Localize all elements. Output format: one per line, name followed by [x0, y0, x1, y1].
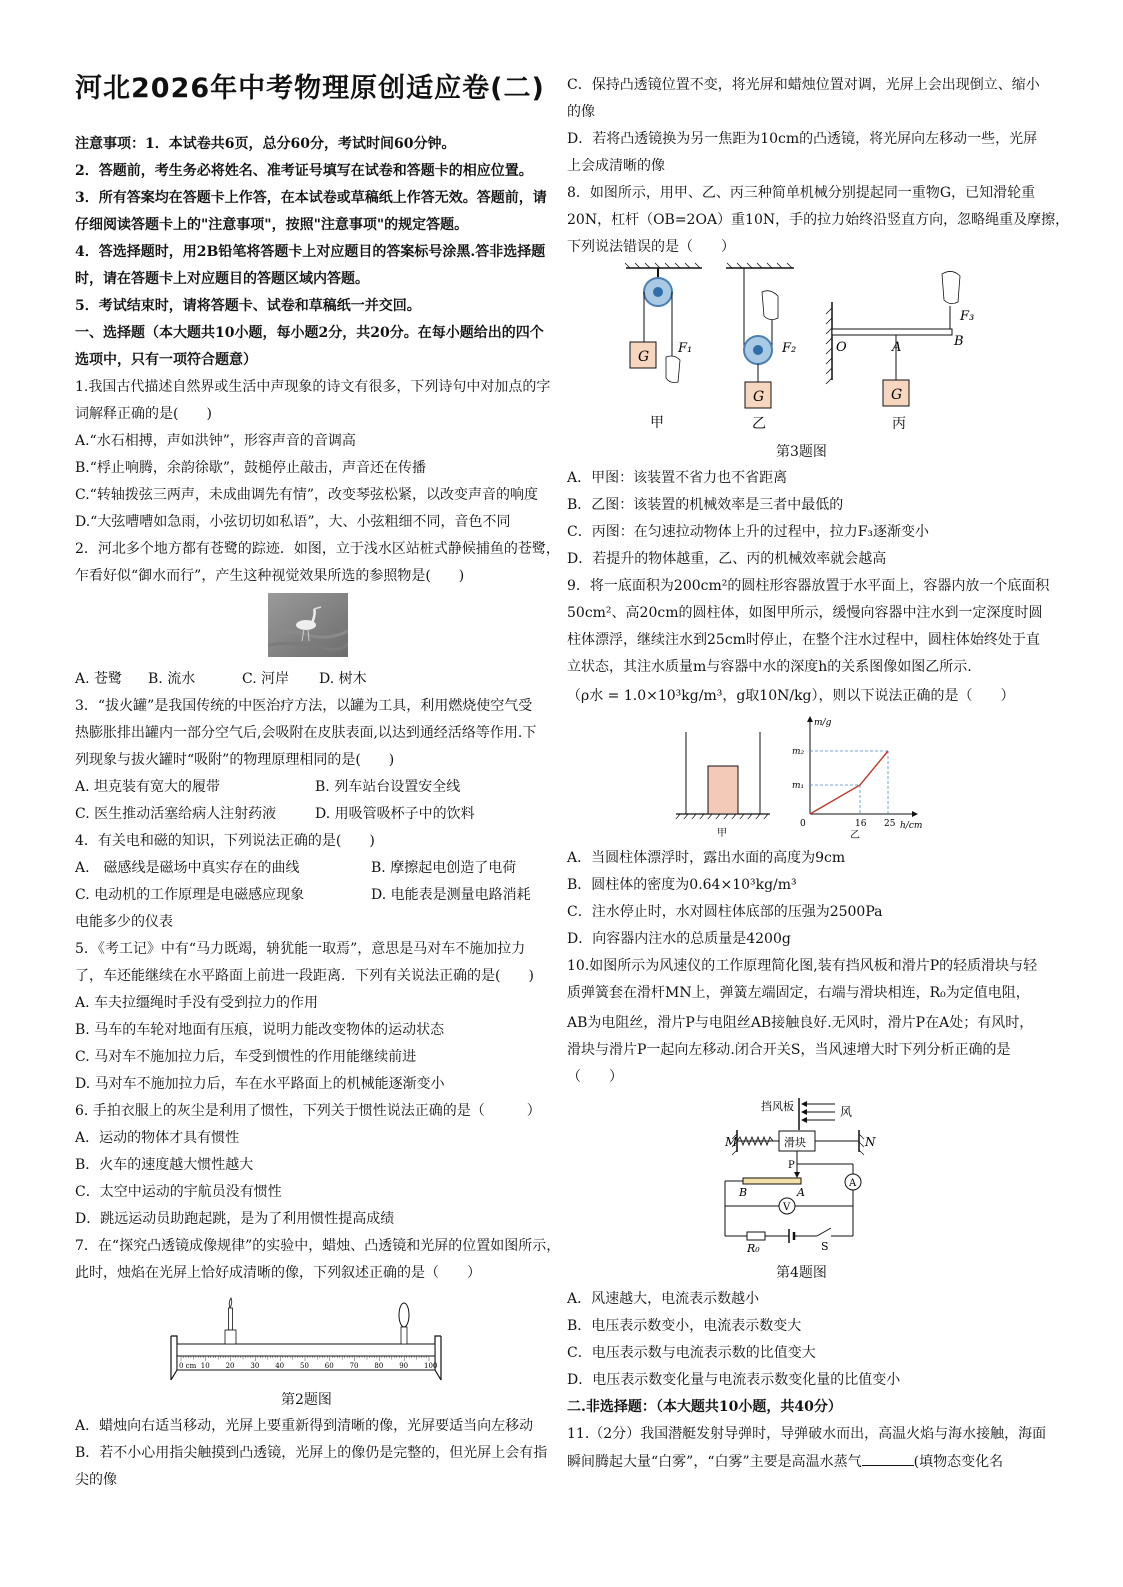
- q11-stem: 11.（2分）我国潜艇发射导弹时，导弹破水而出，高温火焰与海水接触，海面: [567, 1426, 1047, 1442]
- q9-stem: （ρ水 = 1.0×10³kg/m³，g取10N/kg），则以下说法正确的是（ ）: [567, 688, 1015, 704]
- q4-stem: 4．有关电和磁的知识，下列说法正确的是( ): [75, 833, 375, 849]
- candle: [225, 1298, 236, 1344]
- q9-stem: 50cm²、高20cm的圆柱体，如图甲所示，缓慢向容器中注水到一定深度时圆: [567, 605, 1043, 621]
- movable-pulley-yi: [726, 263, 796, 432]
- q10-option-a: A．风速越大，电流表示数越小: [567, 1291, 760, 1307]
- q4-option-d-cont: 电能多少的仪表: [75, 914, 173, 930]
- svg-text:P: P: [788, 1160, 795, 1171]
- q9-option-b: B．圆柱体的密度为0.64×10³kg/m³: [567, 877, 797, 893]
- q7-option-d: D．若将凸透镜换为另一焦距为10cm的凸透镜，将光屏向左移动一些，光屏: [567, 131, 1038, 147]
- section-heading: 选项中，只有一项符合题意）: [75, 352, 257, 368]
- svg-text:F₃: F₃: [960, 309, 975, 324]
- q5-option-b: B. 马车的车轮对地面有压痕，说明力能改变物体的运动状态: [75, 1022, 445, 1038]
- svg-text:F₂: F₂: [782, 341, 797, 356]
- svg-text:16: 16: [855, 819, 867, 829]
- svg-text:N: N: [865, 1135, 876, 1149]
- q10-stem: 质弹簧套在滑杆MN上，弹簧左端固定，右端与滑块相连，R₀为定值电阻，: [567, 985, 1030, 1001]
- svg-text:0: 0: [800, 819, 806, 829]
- q3-option-b: B. 列车站台设置安全线: [315, 779, 461, 795]
- q11-stem-line: 瞬间腾起大量“白雾”，“白雾”主要是高温水蒸气 (填物态变化名: [567, 1451, 1003, 1472]
- svg-text:R₀: R₀: [747, 1242, 760, 1254]
- svg-text:M: M: [725, 1135, 738, 1149]
- ruler-label: 80: [374, 1362, 384, 1370]
- q9-option-d: D．向容器内注水的总质量是4200g: [567, 931, 791, 947]
- figure-caption: 第3题图: [776, 444, 827, 460]
- svg-text:F₁: F₁: [678, 341, 693, 356]
- q7-option-d-cont: 上会成清晰的像: [567, 158, 665, 174]
- ruler-label: 70: [349, 1362, 359, 1370]
- paper-title: 河北2026年中考物理原创适应卷(二): [75, 73, 545, 104]
- ruler-label: 60: [324, 1362, 334, 1370]
- q8-option-c: C．丙图：在匀速拉动物体上升的过程中，拉力F₃逐渐变小: [567, 524, 930, 540]
- q3-option-c: C. 医生推动活塞给病人注射药液: [75, 806, 277, 822]
- svg-text:乙: 乙: [850, 830, 860, 840]
- svg-text:滑块: 滑块: [784, 1136, 806, 1149]
- figure-caption: 第2题图: [281, 1392, 332, 1408]
- q10-stem: 滑块与滑片P一起向左移动.闭合开关S，当风速增大时下列分析正确的是: [567, 1042, 1011, 1058]
- q4-option-d: D. 电能表是测量电路消耗: [371, 887, 531, 903]
- svg-text:m₂: m₂: [792, 747, 805, 757]
- svg-text:S: S: [821, 1240, 829, 1253]
- q3-stem: 热膨胀排出罐内一部分空气后,会吸附在皮肤表面,以达到通经活络等作用.下: [75, 725, 537, 741]
- container-jia: [676, 732, 770, 839]
- ruler-label: 30: [250, 1362, 260, 1370]
- svg-text:B: B: [954, 334, 964, 349]
- svg-text:V: V: [783, 1202, 791, 1213]
- answer-blank[interactable]: [862, 1451, 914, 1466]
- q7-stem: 此时，烛焰在光屏上恰好成清晰的像，下列叙述正确的是（ ）: [75, 1265, 481, 1281]
- ruler-label: 10: [200, 1362, 210, 1370]
- lever-bing: [826, 271, 974, 432]
- container-graph-figure: [672, 714, 942, 840]
- q2-option-a: A. 苍鹭: [75, 671, 123, 687]
- q9-stem: 9．将一底面积为200cm²的圆柱形容器放置于水平面上，容器内放一个底面积: [567, 578, 1050, 594]
- q3-option-a: A. 坦克装有宽大的履带: [75, 779, 221, 795]
- heron-photo: [268, 593, 348, 657]
- q9-stem: 立状态，其注水质量m与容器中水的深度h的关系图像如图乙所示.: [567, 659, 972, 675]
- q1-stem: 词解释正确的是( ): [75, 406, 212, 422]
- q5-option-a: A. 车夫拉缰绳时手没有受到拉力的作用: [75, 995, 319, 1011]
- q10-stem: AB为电阻丝，滑片P与电阻丝AB接触良好.无风时，滑片P在A处；有风时，: [567, 1015, 1034, 1031]
- q5-stem: 了，车还能继续在水平路面上前进一段距离．下列有关说法正确的是( ): [75, 968, 534, 984]
- svg-text:h/cm: h/cm: [900, 821, 923, 831]
- q2-option-b: B. 流水: [148, 671, 196, 687]
- svg-text:A: A: [849, 1178, 857, 1189]
- q3-option-d: D. 用吸管吸杯子中的饮料: [315, 806, 475, 822]
- q7-option-c-cont: 的像: [567, 104, 595, 120]
- q1-option-c: C.“转轴拨弦三两声，未成曲调先有情”，改变琴弦松紧，以改变声音的响度: [75, 487, 538, 503]
- q4-option-c: C. 电动机的工作原理是电磁感应现象: [75, 887, 305, 903]
- q8-option-a: A．甲图：该装置不省力也不省距离: [567, 470, 788, 486]
- q10-option-b: B．电压表示数变小，电流表示数变大: [567, 1318, 802, 1334]
- section-heading: 一、选择题（本大题共10小题，每小题2分，共20分。在每小题给出的四个: [75, 325, 544, 341]
- svg-text:挡风板: 挡风板: [761, 1100, 794, 1113]
- svg-text:G: G: [891, 387, 903, 403]
- q6-stem: 6. 手拍衣服上的灰尘是利用了惯性，下列关于惯性说法正确的是（ ）: [75, 1103, 541, 1119]
- q9-option-c: C．注水停止时，水对圆柱体底部的压强为2500Pa: [567, 904, 883, 920]
- svg-text:甲: 甲: [650, 415, 664, 431]
- q7-option-c: C．保持凸透镜位置不变，将光屏和蜡烛位置对调，光屏上会出现倒立、缩小: [567, 77, 1040, 93]
- fixed-pulley-jia: [625, 263, 702, 431]
- q2-stem: 2．河北多个地方都有苍鹭的踪迹．如图，立于浅水区站桩式静候捕鱼的苍鹭，: [75, 541, 560, 557]
- mass-depth-graph: [792, 716, 922, 840]
- svg-text:G: G: [753, 389, 765, 405]
- svg-text:25: 25: [884, 819, 896, 829]
- q6-option-b: B．火车的速度越大惯性越大: [75, 1157, 254, 1173]
- ruler-label: 0 cm: [179, 1362, 197, 1370]
- ruler-label: 50: [300, 1362, 309, 1370]
- q8-stem: 8．如图所示，用甲、乙、丙三种简单机械分别提起同一重物G，已知滑轮重: [567, 185, 1036, 201]
- section-heading: 二.非选择题：（本大题共10小题，共40分）: [567, 1399, 842, 1415]
- q8-option-b: B．乙图：该装置的机械效率是三者中最低的: [567, 497, 844, 513]
- notice-line: 时，请在答题卡上对应题目的答题区域内答题。: [75, 271, 369, 287]
- notice-line: 4．答选择题时，用2B铅笔将答题卡上对应题目的答案标号涂黑.答非选择题: [75, 244, 546, 260]
- q10-stem: （ ）: [567, 1069, 623, 1085]
- q3-stem: 3．“拔火罐”是我国传统的中医治疗方法，以罐为工具，利用燃烧使空气受: [75, 698, 533, 714]
- svg-text:A: A: [797, 1186, 805, 1199]
- q2-stem: 乍看好似“御水而行”，产生这种视觉效果所选的参照物是( ): [75, 568, 465, 584]
- q10-option-d: D．电压表示数变化量与电流表示数变化量的比值变小: [567, 1372, 901, 1388]
- q7-option-b: B．若不小心用指尖触摸到凸透镜，光屏上的像仍是完整的，但光屏上会有指: [75, 1445, 548, 1461]
- notice-line: 仔细阅读答题卡上的"注意事项"，按照"注意事项"的规定答题。: [75, 217, 469, 233]
- notice-line: 5．考试结束时，请将答题卡、试卷和草稿纸一并交回。: [75, 298, 421, 314]
- q1-option-b: B.“桴止响腾，余韵徐歇”，鼓槌停止敲击，声音还在传播: [75, 460, 427, 476]
- svg-text:G: G: [638, 349, 650, 365]
- svg-text:丙: 丙: [892, 416, 906, 432]
- q1-option-d: D.“大弦嘈嘈如急雨，小弦切切如私语”，大、小弦粗细不同，音色不同: [75, 514, 511, 530]
- ruler-label: 90: [399, 1362, 409, 1370]
- optical-bench-figure: [167, 1292, 445, 1384]
- q5-option-d: D. 马对车不施加拉力后，车在水平路面上的机械能逐渐变小: [75, 1076, 445, 1092]
- q4-option-a: A. 磁感线是磁场中真实存在的曲线: [75, 860, 300, 876]
- q6-option-d: D．跳远运动员助跑起跳，是为了利用惯性提高成绩: [75, 1211, 395, 1227]
- q2-option-c: C. 河岸: [242, 671, 290, 687]
- svg-text:A: A: [892, 340, 902, 355]
- ruler-label: 100: [424, 1362, 438, 1370]
- convex-lens: [399, 1303, 409, 1344]
- q1-option-a: A.“水石相搏，声如洪钟”，形容声音的音调高: [75, 433, 356, 449]
- q7-option-a: A．蜡烛向右适当移动，光屏上要重新得到清晰的像，光屏要适当向左移动: [75, 1418, 534, 1434]
- q6-option-c: C．太空中运动的宇航员没有惯性: [75, 1184, 282, 1200]
- q6-option-a: A．运动的物体才具有惯性: [75, 1130, 240, 1146]
- notice-line: 3．所有答案均在答题卡上作答，在本试卷或草稿纸上作答无效。答题前，请: [75, 190, 547, 206]
- notice-line: 注意事项：1．本试卷共6页，总分60分，考试时间60分钟。: [75, 136, 456, 152]
- svg-text:甲: 甲: [717, 828, 727, 839]
- notice-line: 2．答题前，考生务必将姓名、准考证号填写在试卷和答题卡的相应位置。: [75, 163, 533, 179]
- svg-text:O: O: [836, 340, 847, 355]
- q5-option-c: C. 马对车不施加拉力后，车受到惯性的作用能继续前进: [75, 1049, 417, 1065]
- q8-option-d: D．若提升的物体越重，乙、丙的机械效率就会越高: [567, 551, 887, 567]
- q7-stem: 7．在“探究凸透镜成像规律”的实验中，蜡烛、凸透镜和光屏的位置如图所示，: [75, 1238, 561, 1254]
- q10-option-c: C．电压表示数与电流表示数的比值变大: [567, 1345, 816, 1361]
- ruler-label: 20: [225, 1362, 235, 1370]
- q7-option-b-cont: 尖的像: [75, 1472, 117, 1488]
- q5-stem: 5．《考工记》中有“马力既竭，辀犹能一取焉”，意思是马对车不施加拉力: [75, 941, 526, 957]
- q8-stem: 下列说法错误的是（ ）: [567, 239, 735, 255]
- figure-caption: 第4题图: [776, 1265, 827, 1281]
- svg-text:m₁: m₁: [792, 781, 805, 791]
- q9-option-a: A．当圆柱体漂浮时，露出水面的高度为9cm: [567, 850, 846, 866]
- q9-stem: 柱体漂浮，继续注水到25cm时停止，在整个注水过程中，圆柱体始终处于直: [567, 632, 1040, 648]
- svg-text:B: B: [739, 1186, 748, 1199]
- simple-machines-figure: [622, 262, 1022, 437]
- ruler-label: 40: [275, 1362, 285, 1370]
- q2-option-d: D. 树木: [319, 671, 367, 687]
- q3-stem: 列现象与拔火罐时“吸附”的物理原理相同的是( ): [75, 752, 395, 768]
- q8-stem: 20N，杠杆（OB=2OA）重10N，手的拉力始终沿竖直方向，忽略绳重及摩擦，: [567, 212, 1070, 228]
- svg-text:乙: 乙: [752, 416, 766, 432]
- svg-text:风: 风: [840, 1105, 853, 1119]
- q10-stem: 10.如图所示为风速仪的工作原理简化图,装有挡风板和滑片P的轻质滑块与轻: [567, 958, 1038, 974]
- q4-option-b: B. 摩擦起电创造了电荷: [371, 860, 517, 876]
- q1-stem: 1.我国古代描述自然界或生活中声现象的诗文有很多，下列诗句中对加点的字: [75, 379, 551, 395]
- svg-text:m/g: m/g: [814, 718, 832, 728]
- wind-meter-circuit: [717, 1094, 887, 1254]
